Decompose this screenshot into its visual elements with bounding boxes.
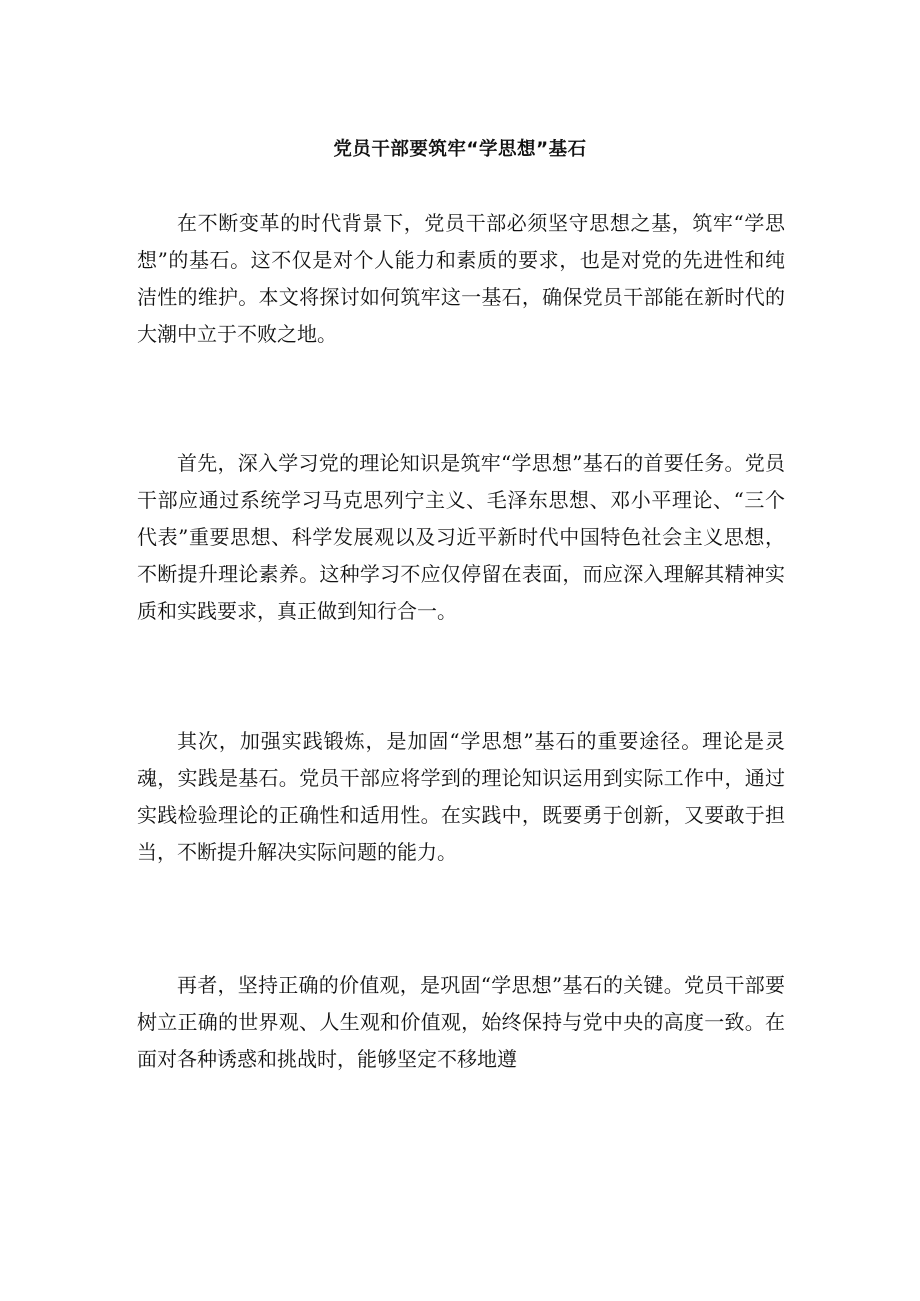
paragraph-first-point: 首先，深入学习党的理论知识是筑牢“学思想”基石的首要任务。党员干部应通过系统学习马克思列宁主义、毛泽东思想、邓小平理论、“三个代表”重要思想、科学发展观以及习近平新时代中国特色社会主义思想，不断提升理论素养。这种学习不应仅停留在表面，而应深入理解其精神实质和实践要求，真正做到知行合一。 bbox=[137, 451, 785, 623]
page-title: 党员干部要筑牢“学思想”基石 bbox=[333, 139, 587, 161]
paragraph-third-point: 再者，坚持正确的价值观，是巩固“学思想”基石的关键。党员干部要树立正确的世界观、人生观和价值观，始终保持与党中央的高度一致。在面对各种诱惑和挑战时，能够坚定不移地遵 bbox=[137, 973, 785, 1071]
paragraph-second-point: 其次，加强实践锻炼，是加固“学思想”基石的重要途径。理论是灵魂，实践是基石。党员干部应将学到的理论知识运用到实际工作中，通过实践检验理论的正确性和适用性。在实践中，既要勇于创新，又要敢于担当，不断提升解决实际问题的能力。 bbox=[137, 729, 785, 864]
paragraph-intro: 在不断变革的时代背景下，党员干部必须坚守思想之基，筑牢“学思想”的基石。这不仅是对个人能力和素质的要求，也是对党的先进性和纯洁性的维护。本文将探讨如何筑牢这一基石，确保党员干部能在新时代的大潮中立于不败之地。 bbox=[137, 211, 785, 346]
